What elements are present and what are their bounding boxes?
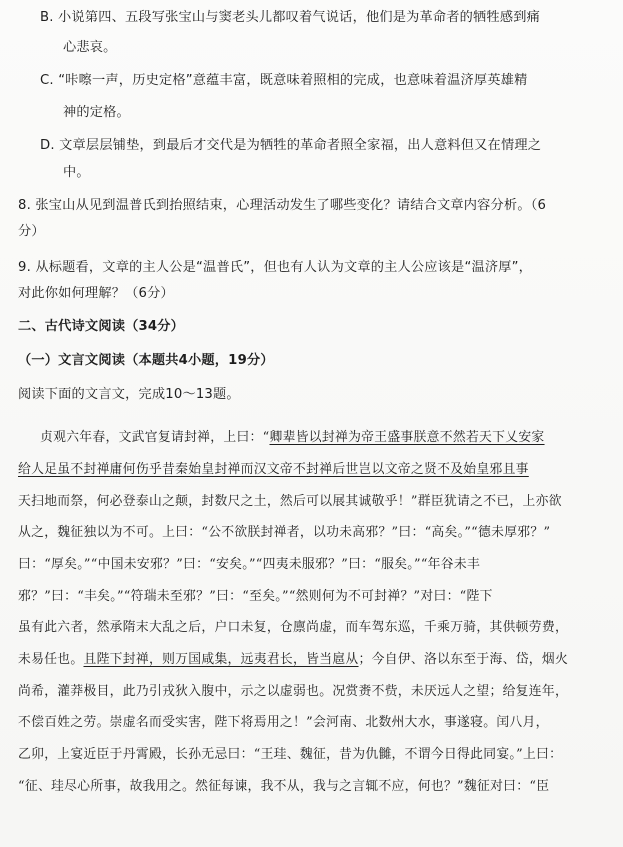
passage-line [18, 682, 568, 702]
passage-text: “征、珪尽心所事，故我用之。然征每谏，我不从，我与之言辄不应，何也？”魏征对曰：“臣 [18, 779, 550, 794]
passage-line [18, 745, 562, 765]
option-text: 小说第四、五段写张宝山与窦老头儿都叹着气说话，他们是为革命者的牺牲感到痛 [58, 10, 540, 25]
passage-line [18, 618, 568, 638]
option-label: C. [40, 73, 54, 88]
passage-text: 从之，魏征独以为不可。上曰：“公不欲朕封禅者，以功未高邪？”曰：“高矣。”“德未厚邪？” [18, 525, 551, 540]
option-d-continuation: 中。 [63, 165, 90, 180]
passage-line [18, 460, 529, 480]
passage-text: ；今自伊、洛以东至于海、岱，烟火 [358, 652, 569, 667]
passage-line [40, 428, 545, 448]
passage-line [18, 523, 550, 543]
question-8-continuation: 分） [18, 224, 45, 239]
option-label: D. [40, 138, 55, 153]
question-8: 8. 张宝山从见到温普氏到抬照结束，心理活动发生了哪些变化？请结合文章内容分析。（6 [18, 198, 547, 213]
passage-line [18, 587, 493, 607]
passage-text: 邪？”曰：“丰矣。”“符瑞未至邪？”曰：“至矣。”“然则何为不可封禅？”对曰：“陛下 [18, 589, 493, 604]
underlined-text: 卿辈皆以封禅为帝王盛事朕意不然若天下乂安家 [269, 430, 545, 445]
passage-text: 虽有此六者，然承隋末大乱之后，户口未复，仓廪尚虚，而车驾东巡，千乘万骑，其供顿劳费， [18, 620, 569, 635]
option-c [40, 71, 527, 91]
question-9-continuation: 对此你如何理解？（6分） [18, 286, 174, 301]
passage-line [18, 650, 568, 670]
passage-line [18, 492, 562, 512]
subsection-heading: （一）文言文阅读（本题共4小题，19分） [18, 353, 274, 368]
option-d [40, 136, 541, 156]
passage-line [18, 713, 549, 733]
section-heading: 二、古代诗文阅读（34分） [18, 319, 185, 334]
passage-line [18, 777, 549, 797]
passage-text: 不偿百姓之劳。崇虚名而受实害，陛下将焉用之！”会河南、北数州大水，事遂寝。闰八月， [18, 715, 549, 730]
underlined-text: 且陛下封禅，则万国咸集，远夷君长，皆当扈从 [83, 652, 359, 667]
option-text: “咔嚓一声，历史定格”意蕴丰富，既意味着照相的完成，也意味着温济厚英雄精 [58, 73, 528, 88]
passage-text: 未易任也。 [18, 652, 84, 667]
option-b-continuation: 心悲哀。 [63, 40, 117, 55]
passage-text: 尚希，灌莽极目，此乃引戎狄入腹中，示之以虚弱也。况赏赉不赀，未厌远人之望；给复连年， [18, 684, 569, 699]
passage-text: 贞观六年春，文武官复请封禅，上曰：“ [40, 430, 270, 445]
passage-text: 曰：“厚矣。”“中国未安邪？”曰：“安矣。”“四夷未服邪？”曰：“服矣。”“年谷未丰 [18, 557, 481, 572]
question-9: 9. 从标题看，文章的主人公是“温普氏”，但也有人认为文章的主人公应该是“温济厚”， [18, 260, 533, 275]
instruction: 阅读下面的文言文，完成10～13题。 [18, 387, 240, 402]
option-label: B. [40, 10, 54, 25]
option-c-continuation: 神的定格。 [63, 105, 130, 120]
passage-text: 天扫地而祭，何必登泰山之颠，封数尺之土，然后可以展其诚敬乎！”群臣犹请之不已，上亦欲 [18, 494, 562, 509]
option-b [40, 8, 540, 28]
passage-text: 乙卯，上宴近臣于丹霄殿，长孙无忌曰：“王珪、魏征，昔为仇雠，不谓今日得此同宴。”上曰： [18, 747, 563, 762]
underlined-text: 给人足虽不封禅庸何伤乎昔秦始皇封禅而汉文帝不封禅后世岂以文帝之贤不及始皇邪且事 [18, 462, 529, 477]
passage-line [18, 555, 480, 575]
option-text: 文章层层铺垫，到最后才交代是为牺牲的革命者照全家福，出人意料但又在情理之 [59, 138, 542, 153]
